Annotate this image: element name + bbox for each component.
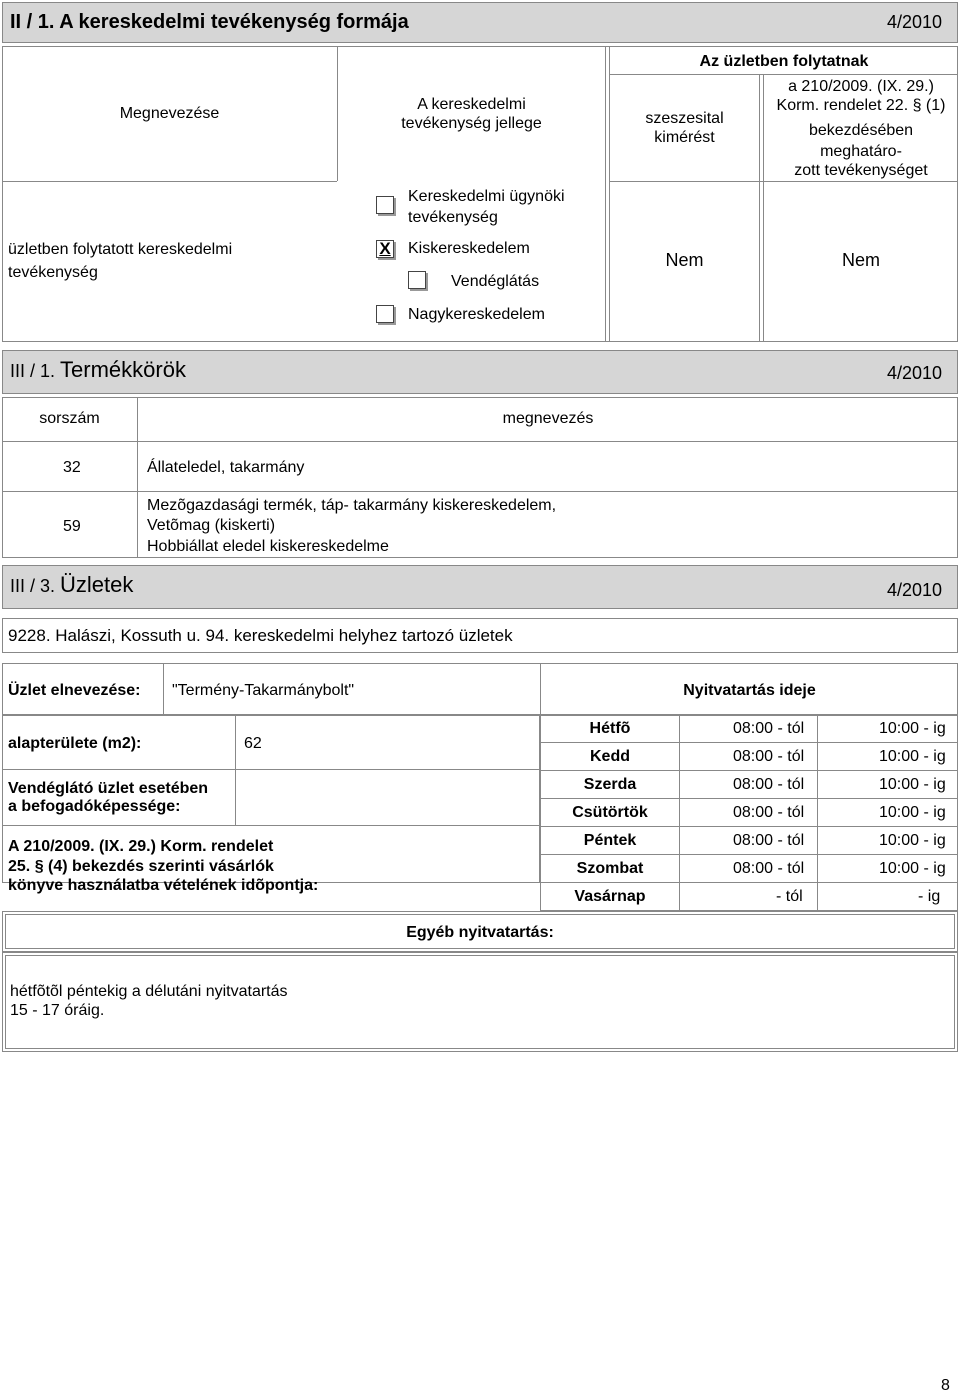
time-from: - tól (776, 888, 803, 905)
option-agent-2: tevékenység (408, 209, 498, 226)
col-header-regulation-5: zott tevékenységet (794, 162, 928, 179)
section-date-products: 4/2010 (887, 363, 943, 383)
shop-name-label: Üzlet elnevezése: (8, 682, 141, 699)
row-name-2: tevékenység (8, 264, 98, 281)
book-label-2: 25. § (4) bekezdés szerinti vásárlók (8, 858, 274, 875)
time-from: 08:00 - tól (733, 832, 805, 849)
checkbox-wholesale[interactable] (376, 305, 394, 323)
time-from: 08:00 - tól (733, 776, 805, 793)
other-hours-label: Egyéb nyitvatartás: (406, 924, 554, 941)
day-label: Szerda (583, 776, 637, 793)
other-hours-box (2, 952, 958, 1052)
col-header-product: megnevezés (502, 410, 594, 427)
option-wholesale: Nagykereskedelem (408, 306, 545, 323)
time-from: 08:00 - tól (733, 720, 805, 737)
book-label-3: könyve használatba vételének idõpontja: (8, 877, 319, 894)
day-label: Hétfõ (589, 720, 631, 737)
col-header-group: Az üzletben folytatnak (699, 53, 869, 70)
product-no: 59 (63, 518, 81, 535)
day-label: Péntek (583, 832, 637, 849)
col-header-nature-2: tevékenység jellege (401, 115, 542, 132)
opening-hours-label: Nyitvatartás ideje (683, 682, 816, 699)
col-header-nature-1: A kereskedelmi (417, 96, 526, 113)
time-to: - ig (918, 888, 941, 905)
checkbox-retail[interactable]: X (376, 240, 394, 258)
capacity-label-1: Vendéglátó üzlet esetében (8, 780, 209, 797)
product-name: Vetõmag (kiskerti) (147, 517, 276, 534)
option-agent-1: Kereskedelmi ügynöki (408, 188, 565, 205)
col-header-name: Megnevezése (119, 105, 220, 122)
page-number: 8 (941, 1377, 950, 1394)
col-header-regulation-2: Korm. rendelet 22. § (1) (776, 97, 946, 114)
product-name: Állateledel, takarmány (147, 459, 305, 476)
area-value: 62 (244, 735, 262, 752)
option-retail: Kiskereskedelem (408, 240, 530, 257)
section-name-shops: Üzletek (60, 572, 134, 597)
product-no: 32 (63, 459, 81, 476)
checkbox-catering[interactable] (408, 271, 426, 289)
regulation-value: Nem (841, 250, 880, 270)
time-from: 08:00 - tól (733, 860, 805, 877)
checkbox-agent[interactable] (376, 196, 394, 214)
time-from: 08:00 - tól (733, 804, 805, 821)
row-name-1: üzletben folytatott kereskedelmi (8, 241, 233, 258)
day-label: Vasárnap (574, 888, 646, 905)
capacity-label-2: a befogadóképessége: (8, 798, 181, 815)
other-hours-text-2: 15 - 17 óráig. (10, 1002, 105, 1019)
section-header-shops (2, 565, 958, 609)
section-name-products: Termékkörök (60, 357, 186, 382)
section-title-form: II / 1. A kereskedelmi tevékenység formája (10, 11, 409, 33)
section-title-products (10, 357, 186, 386)
day-label: Szombat (576, 860, 644, 877)
product-name: Hobbiállat eledel kiskereskedelme (147, 538, 389, 555)
col-header-no: sorszám (39, 410, 100, 427)
shop-address: 9228. Halászi, Kossuth u. 94. kereskedelmi helyhez tartozó üzletek (8, 626, 513, 645)
section-date-form: 4/2010 (887, 12, 943, 32)
option-catering: Vendéglátás (451, 273, 540, 290)
section-date-shops: 4/2010 (887, 580, 943, 600)
time-to: 10:00 - ig (879, 860, 946, 877)
product-name: Mezõgazdasági termék, táp- takarmány kiskereskedelem, (147, 497, 557, 514)
col-header-regulation-4: meghatáro- (820, 143, 902, 160)
time-from: 08:00 - tól (733, 748, 805, 765)
section-number-products: III / 1. (10, 361, 61, 381)
area-label: alapterülete (m2): (8, 735, 142, 752)
col-header-alcohol-2: kimérést (654, 129, 715, 146)
time-to: 10:00 - ig (879, 832, 946, 849)
time-to: 10:00 - ig (879, 776, 946, 793)
section-number-shops: III / 3. (10, 576, 61, 596)
time-to: 10:00 - ig (879, 804, 946, 821)
shop-name-value: "Termény-Takarmánybolt" (172, 682, 355, 699)
alcohol-value: Nem (665, 250, 704, 270)
day-label: Kedd (590, 748, 630, 765)
col-header-regulation-3: bekezdésében (808, 122, 914, 139)
time-to: 10:00 - ig (879, 748, 946, 765)
other-hours-text-1: hétfõtõl péntekig a délutáni nyitvatartás (10, 983, 288, 1000)
section-title-shops (10, 572, 133, 601)
time-to: 10:00 - ig (879, 720, 946, 737)
day-label: Csütörtök (572, 804, 648, 821)
col-header-alcohol-1: szeszesital (645, 110, 724, 127)
book-label-1: A 210/2009. (IX. 29.) Korm. rendelet (8, 838, 274, 855)
col-header-regulation-1: a 210/2009. (IX. 29.) (788, 78, 934, 95)
